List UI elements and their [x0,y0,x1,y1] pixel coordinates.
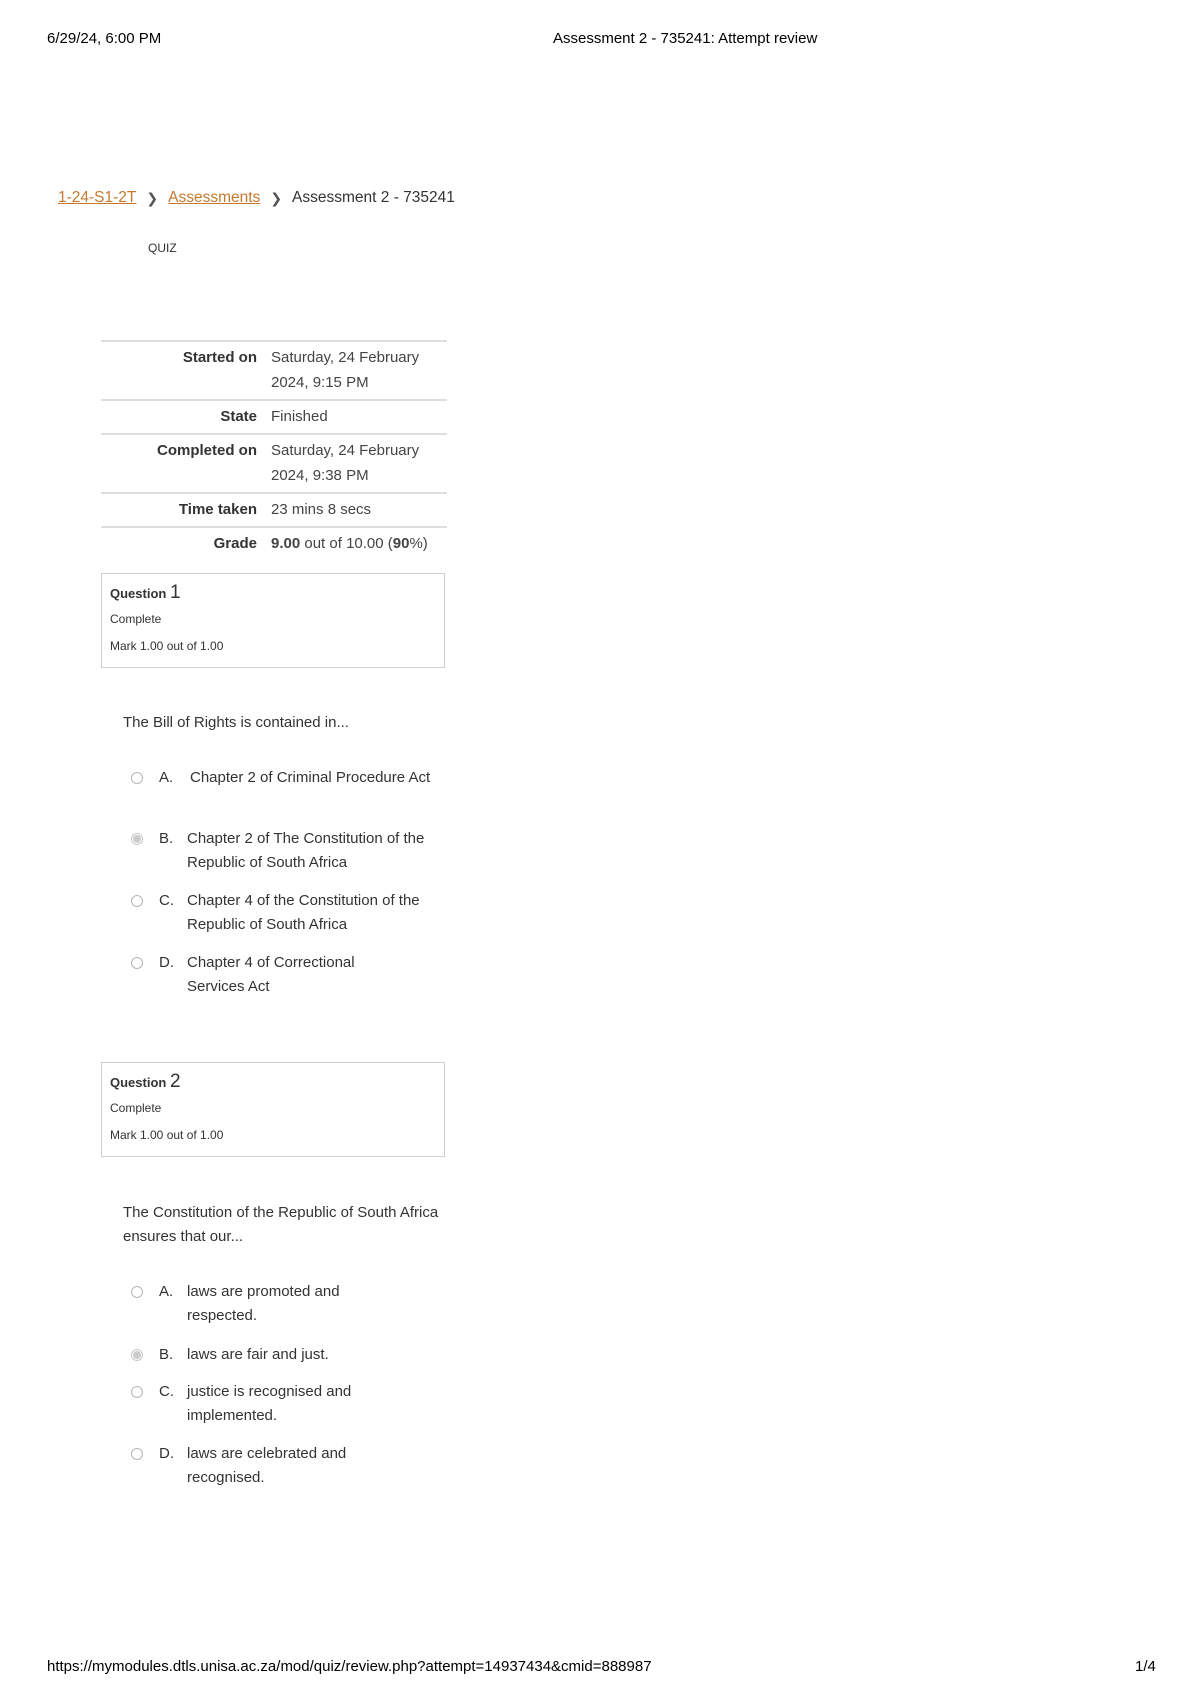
summary-row-started [101,341,447,400]
grade-value [271,527,447,560]
answer-option[interactable]: D. laws are celebrated and recognised. [131,1442,377,1490]
summary-label: Grade [101,527,271,560]
summary-label: State [101,400,271,434]
answer-option-selected[interactable]: B. Chapter 2 of The Constitution of the Republic of South Africa [131,827,437,875]
question-2-info [101,1062,445,1157]
question-mark: Mark 1.00 out of 1.00 [110,639,224,653]
summary-value: 23 mins 8 secs [271,493,447,527]
answer-option[interactable]: A. laws are promoted and respected. [131,1280,377,1328]
attempt-summary-table [101,340,447,560]
summary-label: Completed on [101,434,271,493]
grade-percent: 90 [392,535,410,552]
question-1-text: The Bill of Rights is contained in... [123,714,349,731]
breadcrumb-course-link[interactable]: 1-24-S1-2T [58,189,137,206]
radio-button[interactable] [131,957,143,969]
radio-button-checked[interactable] [131,833,143,845]
summary-value: Finished [271,400,447,434]
question-mark: Mark 1.00 out of 1.00 [110,1128,224,1142]
print-url: https://mymodules.dtls.unisa.ac.za/mod/quiz/review.php?attempt=14937434&cmid=888987 [47,1658,652,1675]
answer-option[interactable]: C. Chapter 4 of the Constitution of the Republic of South Africa [131,889,437,937]
question-number: Question 2 [110,1071,181,1092]
grade-out-of: out of 10.00 ( [300,535,393,552]
print-page-title: Assessment 2 - 735241: Attempt review [553,30,818,47]
summary-value: Saturday, 24 February 2024, 9:38 PM [271,434,447,493]
summary-row-completed [101,434,447,493]
question-status: Complete [110,612,162,626]
summary-row-time-taken [101,493,447,527]
question-2-text: The Constitution of the Republic of South Africa ensures that our... [123,1204,439,1245]
print-page-number: 1/4 [1135,1658,1156,1675]
radio-button[interactable] [131,1286,143,1298]
answer-option[interactable]: D. Chapter 4 of Correctional Services Act [131,951,387,999]
summary-value: Saturday, 24 February 2024, 9:15 PM [271,341,447,400]
answer-option[interactable]: A. Chapter 2 of Criminal Procedure Act [131,766,437,790]
answer-option[interactable]: C. justice is recognised and implemented. [131,1380,387,1428]
summary-label: Time taken [101,493,271,527]
print-date: 6/29/24, 6:00 PM [47,30,162,47]
breadcrumb-assessments-link[interactable]: Assessments [168,189,261,206]
breadcrumb-current: Assessment 2 - 735241 [292,189,455,206]
chevron-right-icon: ❯ [270,189,283,206]
grade-percent-suffix: %) [409,535,428,552]
grade-score: 9.00 [271,535,301,552]
summary-row-state [101,400,447,434]
summary-label: Started on [101,341,271,400]
chevron-right-icon: ❯ [146,189,159,206]
radio-button[interactable] [131,895,143,907]
radio-button[interactable] [131,772,143,784]
breadcrumb [58,189,455,207]
radio-button-checked[interactable] [131,1349,143,1361]
question-number: Question 1 [110,582,181,603]
answer-option-selected[interactable]: B. laws are fair and just. [131,1343,437,1367]
question-1-info [101,573,445,668]
summary-row-grade [101,527,447,560]
radio-button[interactable] [131,1448,143,1460]
quiz-type-label: QUIZ [148,241,177,255]
question-status: Complete [110,1101,162,1115]
radio-button[interactable] [131,1386,143,1398]
